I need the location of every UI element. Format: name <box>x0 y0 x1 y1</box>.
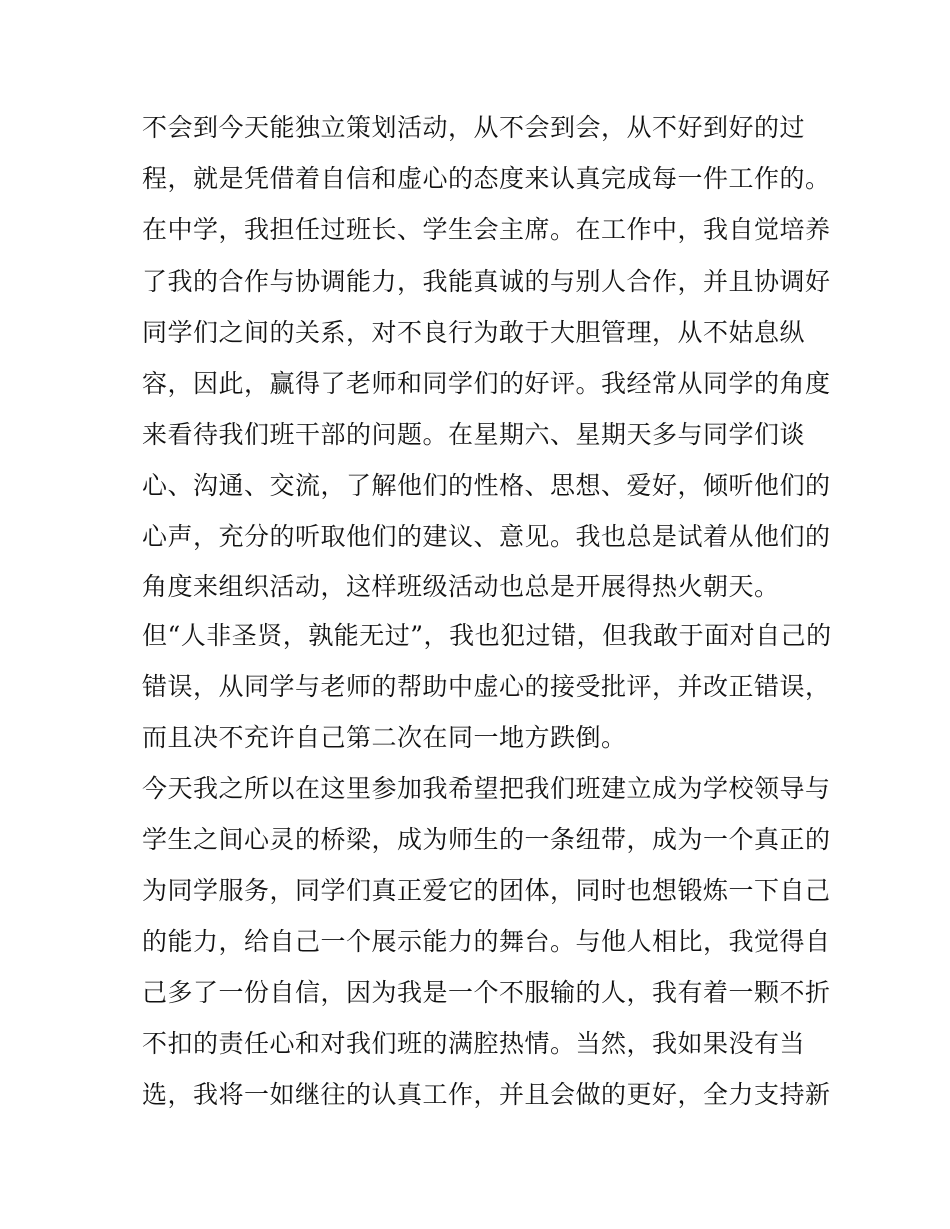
text-line: 在中学，我担任过班长、学生会主席。在工作中，我自觉培养 <box>142 215 831 244</box>
text-line: 选，我将一如继往的认真工作，并且会做的更好，全力支持新 <box>142 1080 831 1109</box>
text-line: 而且决不充许自己第二次在同一地方跌倒。 <box>142 723 627 752</box>
text-line: 错误，从同学与老师的帮助中虚心的接受批评，并改正错误， <box>142 672 831 701</box>
text-line: 来看待我们班干部的问题。在星期六、星期天多与同学们谈 <box>142 420 806 449</box>
text-line: 今天我之所以在这里参加我希望把我们班建立成为学校领导与 <box>142 774 831 803</box>
text-line: 但“人非圣贤，孰能无过”，我也犯过错，但我敢于面对自己的 <box>142 621 832 650</box>
text-line: 角度来组织活动，这样班级活动也总是开展得热火朝天。 <box>142 572 780 601</box>
text-line: 心声，充分的听取他们的建议、意见。我也总是试着从他们的 <box>142 522 831 551</box>
text-line: 了我的合作与协调能力，我能真诚的与别人合作，并且协调好 <box>142 267 831 296</box>
text-line: 不扣的责任心和对我们班的满腔热情。当然，我如果没有当 <box>142 1029 806 1058</box>
text-line: 同学们之间的关系，对不良行为敢于大胆管理，从不姑息纵 <box>142 318 806 347</box>
text-line: 的能力，给自己一个展示能力的舞台。与他人相比，我觉得自 <box>142 927 831 956</box>
text-line: 程，就是凭借着自信和虚心的态度来认真完成每一件工作的。 <box>142 164 831 193</box>
text-line: 容，因此，赢得了老师和同学们的好评。我经常从同学的角度 <box>142 369 831 398</box>
text-line: 学生之间心灵的桥梁，成为师生的一条纽带，成为一个真正的 <box>142 825 831 854</box>
text-line: 心、沟通、交流，了解他们的性格、思想、爱好，倾听他们的 <box>142 471 831 500</box>
text-line: 不会到今天能独立策划活动，从不会到会，从不好到好的过 <box>142 113 806 142</box>
text-line: 己多了一份自信，因为我是一个不服输的人，我有着一颗不折 <box>142 978 831 1007</box>
text-line: 为同学服务，同学们真正爱它的团体，同时也想锻炼一下自己 <box>142 876 831 905</box>
